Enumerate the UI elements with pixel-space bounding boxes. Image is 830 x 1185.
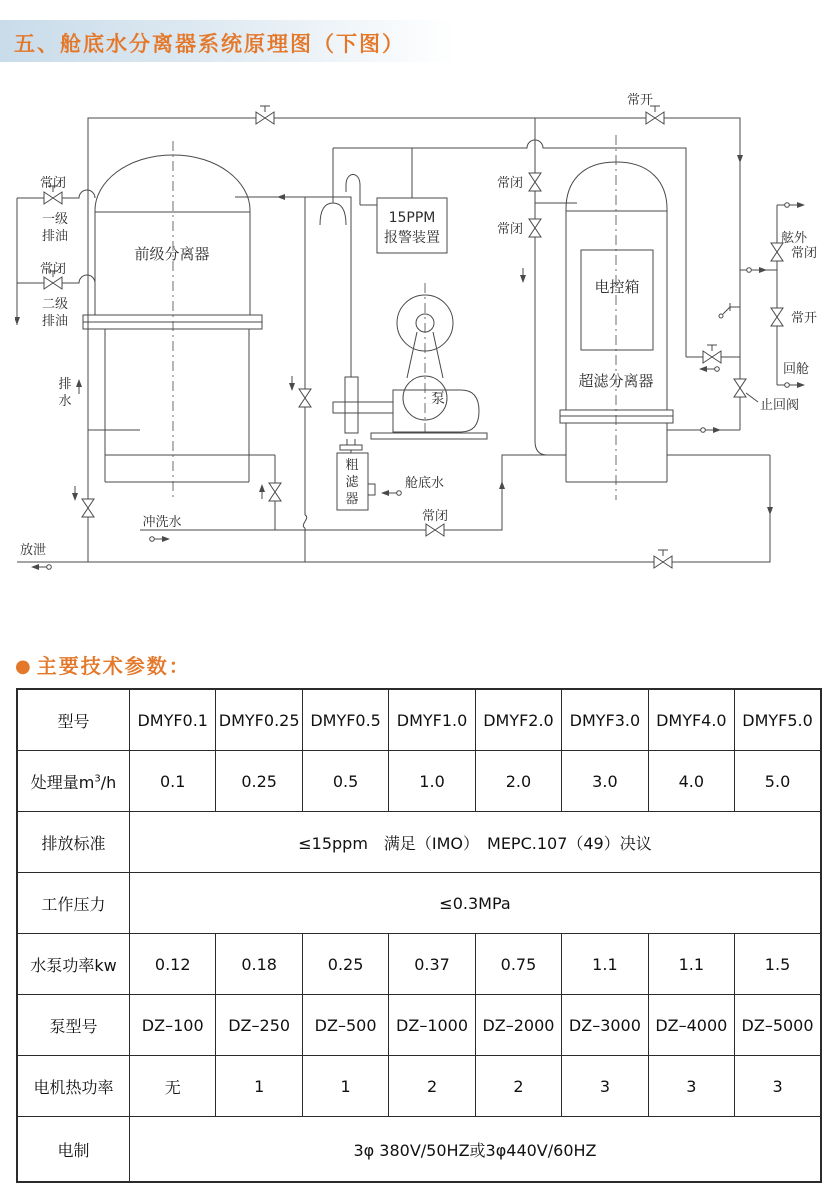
label-nc-oil1: 常闭 xyxy=(39,176,67,191)
label-nc-flush: 常闭 xyxy=(421,509,449,524)
cell: DMYF3.0 xyxy=(562,689,648,751)
cell: DMYF2.0 xyxy=(475,689,561,751)
cell: 2 xyxy=(475,1056,561,1117)
cell-span: ≤0.3MPa xyxy=(130,873,822,934)
pipe-nc-column xyxy=(535,118,577,455)
table-row-pump-model xyxy=(17,995,821,1056)
arrow-right-down xyxy=(737,148,743,163)
label-bilge-water: 舱底水 xyxy=(405,476,445,491)
arrow-discharge-left xyxy=(277,194,292,200)
cell: DZ–4000 xyxy=(648,995,734,1056)
cell-span: 3φ 380V/50HZ或3φ440V/60HZ xyxy=(130,1117,822,1183)
cell: 1 xyxy=(216,1056,302,1117)
arrow-drain-up xyxy=(76,379,82,394)
valve-nc-mid-2 xyxy=(529,219,541,237)
filter-inlet-stub xyxy=(368,484,375,495)
label-oil2-line2: 排油 xyxy=(41,314,69,329)
label-drain-water-2: 水 xyxy=(58,394,72,409)
row-label: 泵型号 xyxy=(17,995,130,1056)
cell: 1.0 xyxy=(389,751,475,812)
label-nc-right: 常闭 xyxy=(791,246,818,261)
alarm-box-label-1: 15PPM xyxy=(388,210,436,226)
pipe-bottom-drain xyxy=(17,455,770,562)
label-flush-water: 冲洗水 xyxy=(142,515,182,530)
valve-top-left xyxy=(256,106,274,124)
pipe-15ppm-line xyxy=(333,140,686,357)
cell: 3 xyxy=(648,1056,734,1117)
cell: DMYF4.0 xyxy=(648,689,734,751)
arrow-outlet-right xyxy=(701,427,721,433)
arrow-return xyxy=(785,382,805,388)
arrow-oil-down xyxy=(15,310,20,325)
cell: DMYF0.1 xyxy=(130,689,216,751)
label-nc-mid1: 常闭 xyxy=(496,176,523,191)
valve-nc-mid-1 xyxy=(529,173,541,191)
cell: DMYF0.25 xyxy=(216,689,302,751)
valve-bottom-line xyxy=(654,550,672,568)
arrow-overboard xyxy=(785,202,805,208)
pre-separator-tank xyxy=(83,141,275,530)
pipe-pump-discharge xyxy=(235,197,351,377)
cell: DZ–3000 xyxy=(562,995,648,1056)
valve-drain-left xyxy=(82,499,94,517)
label-no-right: 常开 xyxy=(791,311,818,326)
row-label: 电制 xyxy=(17,1117,130,1183)
label-pre-separator: 前级分离器 xyxy=(134,245,210,263)
sampling-cock-tip xyxy=(719,314,723,318)
cell: 0.1 xyxy=(130,751,216,812)
alarm-box-label-2: 报警装置 xyxy=(384,230,440,246)
pump-label: 泵 xyxy=(431,391,445,407)
cell: 3 xyxy=(562,1056,648,1117)
cell: 0.25 xyxy=(216,751,302,812)
label-return-cabin: 回舱 xyxy=(783,362,810,377)
label-overboard: 舷外 xyxy=(781,231,808,246)
label-drain-off: 放泄 xyxy=(19,543,47,558)
label-nc-mid2: 常闭 xyxy=(496,222,523,237)
label-oil1-line1: 一级 xyxy=(41,212,69,227)
cell: 1.5 xyxy=(735,934,821,995)
table-row-discharge-standard xyxy=(17,812,821,873)
table-row-working-pressure xyxy=(17,873,821,934)
cell: 0.37 xyxy=(389,934,475,995)
row-label: 水泵功率kw xyxy=(17,934,130,995)
bullet-icon: ● xyxy=(15,656,33,677)
uf-separator-tank xyxy=(560,135,673,500)
params-heading xyxy=(15,650,191,679)
cell: DZ–100 xyxy=(130,995,216,1056)
label-nc-oil2: 常闭 xyxy=(39,262,67,277)
cell: 3 xyxy=(735,1056,821,1117)
valve-return-no xyxy=(771,308,783,326)
coarse-filter-char-1: 粗 xyxy=(345,458,359,473)
arrow-drainoff-left xyxy=(31,564,51,570)
cell: 0.25 xyxy=(302,934,388,995)
label-oil1-line2: 排油 xyxy=(41,229,69,244)
arrow-tankbottom-up xyxy=(259,484,265,499)
arrow-rightdrop-down xyxy=(767,500,773,515)
row-label: 工作压力 xyxy=(17,873,130,934)
table-row-pump-power xyxy=(17,934,821,995)
valve-tank-bottom xyxy=(269,483,281,501)
label-normally-open-top: 常开 xyxy=(626,93,654,108)
cell: 0.5 xyxy=(302,751,388,812)
table-row-electrical xyxy=(17,1117,821,1183)
valve-flushing-nc xyxy=(426,524,444,536)
valve-recirculation xyxy=(299,389,311,407)
cell: DZ–2000 xyxy=(475,995,561,1056)
pump-assembly xyxy=(333,283,487,453)
row-label: 处理量$m^3/h$ xyxy=(17,751,130,812)
cell: 0.75 xyxy=(475,934,561,995)
cell: 3.0 xyxy=(562,751,648,812)
schematic-diagram xyxy=(15,85,825,630)
coarse-filter-char-2: 滤 xyxy=(345,475,359,490)
label-drain-water-1: 排 xyxy=(58,377,72,392)
table-row-capacity xyxy=(17,751,821,812)
sampling-cock xyxy=(723,303,740,314)
cell: 2 xyxy=(389,1056,475,1117)
cell: 5.0 xyxy=(735,751,821,812)
cell: 0.12 xyxy=(130,934,216,995)
valve-top-normally-open xyxy=(646,106,664,124)
table-row-motor-heat xyxy=(17,1056,821,1117)
row-label: 型号 xyxy=(17,689,130,751)
cell: DZ–500 xyxy=(302,995,388,1056)
check-valve-leader xyxy=(746,393,758,402)
pipe-main-loop xyxy=(88,118,740,562)
arrow-recirc-down xyxy=(289,376,295,391)
arrow-column-down xyxy=(520,268,526,283)
row-label: 电机热功率 xyxy=(17,1056,130,1117)
arrow-monitor-left xyxy=(699,366,719,372)
label-oil2-line1: 二级 xyxy=(41,297,69,312)
params-table xyxy=(16,688,822,1183)
cell: DMYF1.0 xyxy=(389,689,475,751)
row-label: 排放标准 xyxy=(17,812,130,873)
check-valve xyxy=(734,379,746,397)
page-title: 五、舱底水分离器系统原理图（下图） xyxy=(14,32,405,56)
cell: 2.0 xyxy=(475,751,561,812)
cell: 1 xyxy=(302,1056,388,1117)
arrow-flush-right xyxy=(150,536,170,542)
uf-separator-label: 超滤分离器 xyxy=(578,372,654,390)
pipe-break-symbol xyxy=(303,515,306,528)
cell-span: ≤15ppm 满足（IMO） MEPC.107（49）决议 xyxy=(130,812,822,873)
arrow-left-valve-down xyxy=(72,486,78,501)
control-box-label: 电控箱 xyxy=(594,278,640,296)
cell: DZ–5000 xyxy=(735,995,821,1056)
cell: DZ–250 xyxy=(216,995,302,1056)
cell: 0.18 xyxy=(216,934,302,995)
cell: DZ–1000 xyxy=(389,995,475,1056)
label-check-valve: 止回阀 xyxy=(760,398,800,413)
arrow-branch-right xyxy=(747,267,767,273)
arrow-flush-riser-up xyxy=(499,481,505,496)
cell: 无 xyxy=(130,1056,216,1117)
cell: 1.1 xyxy=(562,934,648,995)
arrow-bilge-inlet xyxy=(381,490,401,496)
table-row-model xyxy=(17,689,821,751)
cell: 4.0 xyxy=(648,751,734,812)
valve-monitor-line xyxy=(703,345,721,363)
cell: 1.1 xyxy=(648,934,734,995)
coarse-filter-char-3: 器 xyxy=(345,492,359,507)
params-heading-text: 主要技术参数： xyxy=(36,654,191,678)
cell: DMYF0.5 xyxy=(302,689,388,751)
cell: DMYF5.0 xyxy=(735,689,821,751)
